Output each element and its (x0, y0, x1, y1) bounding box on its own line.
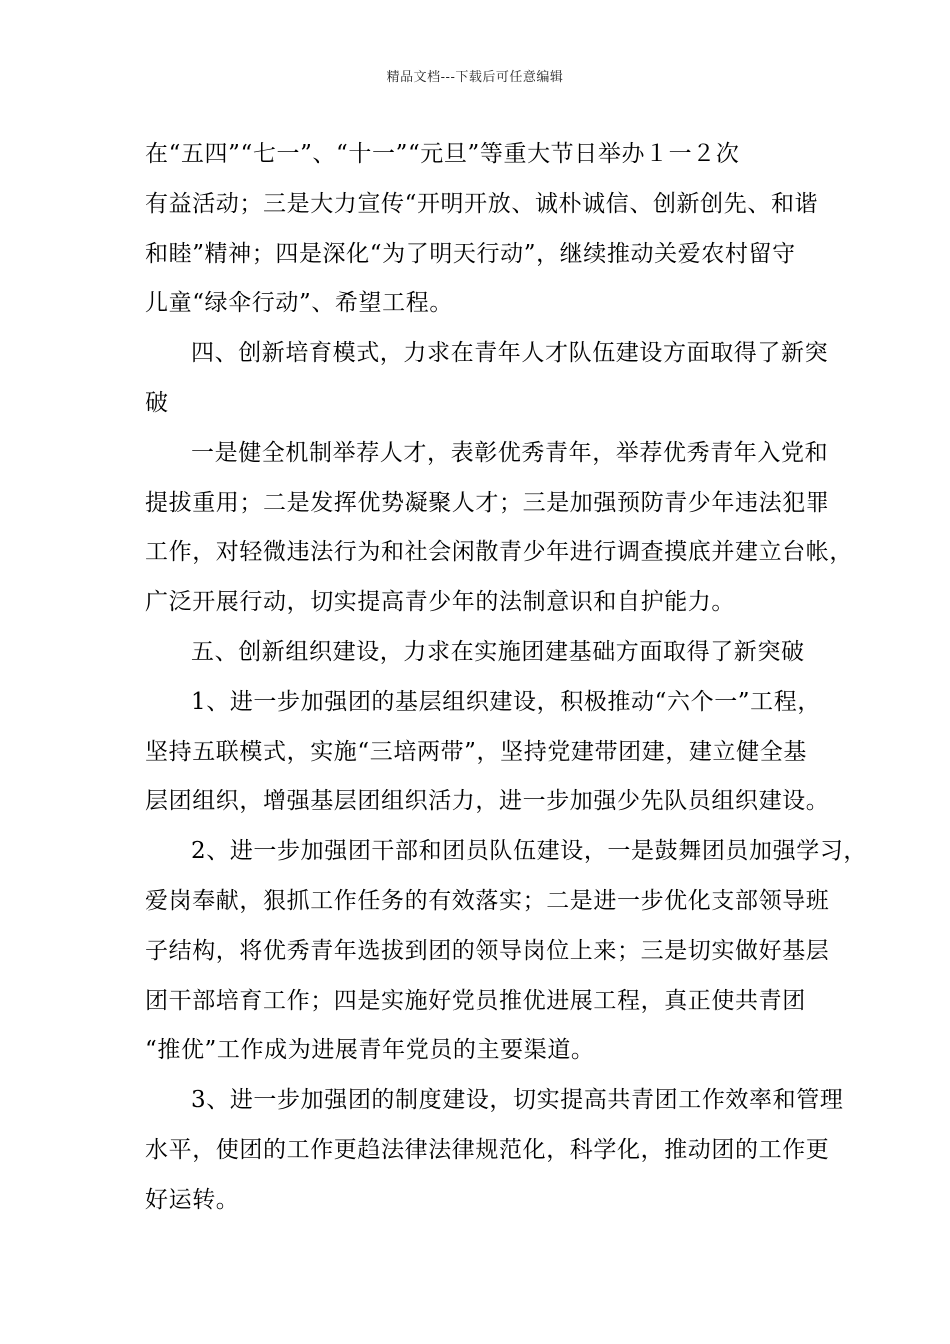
text-line: 层团组织，增强基层团组织活力，进一步加强少先队员组织建设。 (145, 788, 830, 815)
text-line: 子结构，将优秀青年选拔到团的领导岗位上来；三是切实做好基层 (145, 937, 830, 964)
text-line: 四、创新培育模式，力求在青年人才队伍建设方面取得了新突 (191, 340, 829, 367)
text-line: 3、进一步加强团的制度建设，切实提高共青团工作效率和管理 (191, 1087, 844, 1114)
text-line: 和睦”精神；四是深化“为了明天行动”，继续推动关爱农村留守 (145, 240, 796, 267)
page-header: 精品文档---下载后可任意编辑 (386, 70, 564, 85)
text-line: 团干部培育工作；四是实施好党员推优进展工程，真正使共青团 (145, 987, 806, 1014)
text-line: 广泛开展行动，切实提高青少年的法制意识和自护能力。 (145, 589, 735, 616)
text-line: “推优”工作成为进展青年党员的主要渠道。 (145, 1037, 595, 1064)
text-line: 一是健全机制举荐人才，表彰优秀青年，举荐优秀青年入党和 (191, 439, 829, 466)
text-line: 破 (145, 389, 169, 416)
document-body (145, 130, 868, 1226)
text-line: 工作，对轻微违法行为和社会闲散青少年进行调查摸底并建立台帐， (145, 539, 853, 566)
text-line: 有益活动；三是大力宣传“开明开放、诚朴诚信、创新创先、和谐 (145, 190, 819, 217)
text-line: 1、进一步加强团的基层组织建设，积极推动“六个一”工程， (191, 688, 821, 715)
text-line: 好运转。 (145, 1186, 240, 1213)
text-line: 儿童“绿伞行动”、希望工程。 (145, 290, 453, 317)
text-line: 2、进一步加强团干部和团员队伍建设，一是鼓舞团员加强学习， (191, 838, 868, 865)
text-line: 五、创新组织建设，力求在实施团建基础方面取得了新突破 (191, 638, 805, 665)
text-line: 坚持五联模式，实施“三培两带”，坚持党建带团建，建立健全基 (145, 738, 807, 765)
text-line: 在“五四”“七一”、“十一”“元旦”等重大节日举办１一２次 (145, 141, 740, 167)
text-line: 提拔重用；二是发挥优势凝聚人才；三是加强预防青少年违法犯罪 (145, 489, 830, 516)
text-line: 爱岗奉献，狠抓工作任务的有效落实；二是进一步优化支部领导班 (145, 887, 830, 914)
text-line: 水平，使团的工作更趋法律法律规范化，科学化，推动团的工作更 (145, 1136, 830, 1163)
